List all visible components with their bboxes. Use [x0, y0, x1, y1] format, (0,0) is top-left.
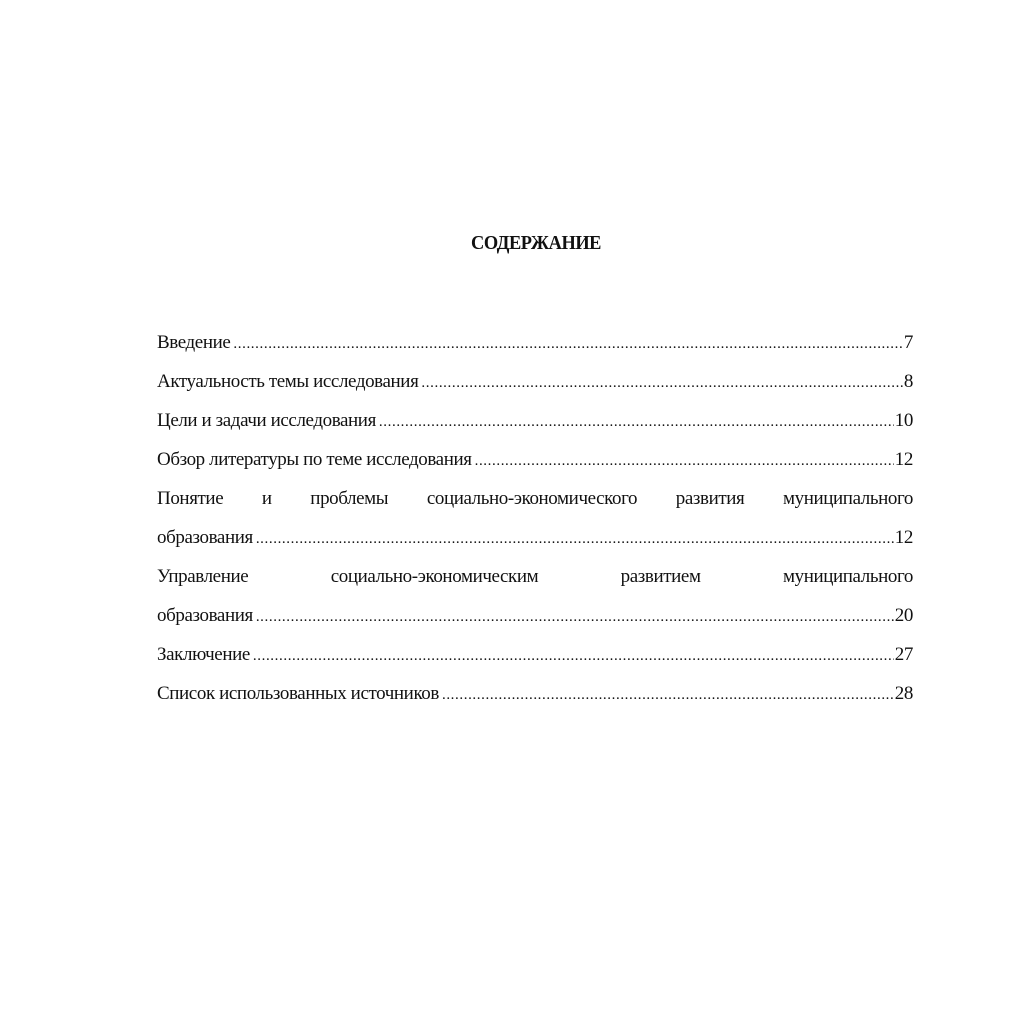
toc-word: Управление [157, 566, 249, 587]
toc-entry-page: 10 [894, 410, 913, 431]
toc-entry-concept-line2[interactable] [157, 517, 913, 556]
toc-word: развития [675, 488, 745, 509]
toc-entry-text: Введение [157, 332, 231, 353]
toc-word: социально-экономического [426, 488, 638, 509]
table-of-contents [157, 322, 913, 712]
toc-word: муниципального [783, 488, 913, 509]
toc-word: социально-экономическим [330, 566, 539, 587]
toc-entry-text: Актуальность темы исследования [157, 371, 419, 392]
toc-entry-page: 12 [894, 527, 913, 548]
toc-word: и [261, 488, 272, 509]
toc-entry-management-line2[interactable] [157, 595, 913, 634]
dot-leader [475, 449, 894, 473]
dot-leader [421, 371, 902, 395]
toc-entry-introduction[interactable] [157, 322, 913, 361]
toc-entry-text: Заключение [157, 644, 250, 665]
toc-entry-literature-review[interactable] [157, 439, 913, 478]
toc-entry-relevance[interactable] [157, 361, 913, 400]
dot-leader [379, 410, 894, 434]
toc-entry-page: 28 [894, 683, 913, 704]
toc-word: проблемы [310, 488, 389, 509]
toc-entry-text: Обзор литературы по теме исследования [157, 449, 472, 470]
toc-title: СОДЕРЖАНИЕ [470, 232, 601, 254]
toc-entry-page: 7 [903, 332, 913, 353]
toc-entry-concept-line1[interactable] [157, 478, 913, 517]
toc-entry-text: образования [157, 605, 253, 626]
toc-entry-text: образования [157, 527, 253, 548]
toc-entry-page: 8 [903, 371, 913, 392]
toc-entry-page: 27 [894, 644, 913, 665]
dot-leader [253, 644, 894, 668]
toc-entry-references[interactable] [157, 673, 913, 712]
toc-word: Понятие [157, 488, 224, 509]
toc-word: развитием [620, 566, 701, 587]
toc-entry-text: Список использованных источников [157, 683, 439, 704]
dot-leader [256, 527, 894, 551]
dot-leader [256, 605, 894, 629]
toc-word: муниципального [782, 566, 913, 587]
dot-leader [442, 683, 894, 707]
toc-entry-goals[interactable] [157, 400, 913, 439]
dot-leader [233, 332, 903, 356]
toc-entry-page: 12 [894, 449, 913, 470]
toc-entry-conclusion[interactable] [157, 634, 913, 673]
toc-entry-text: Цели и задачи исследования [157, 410, 376, 431]
toc-entry-page: 20 [894, 605, 913, 626]
toc-entry-management-line1[interactable] [157, 556, 913, 595]
